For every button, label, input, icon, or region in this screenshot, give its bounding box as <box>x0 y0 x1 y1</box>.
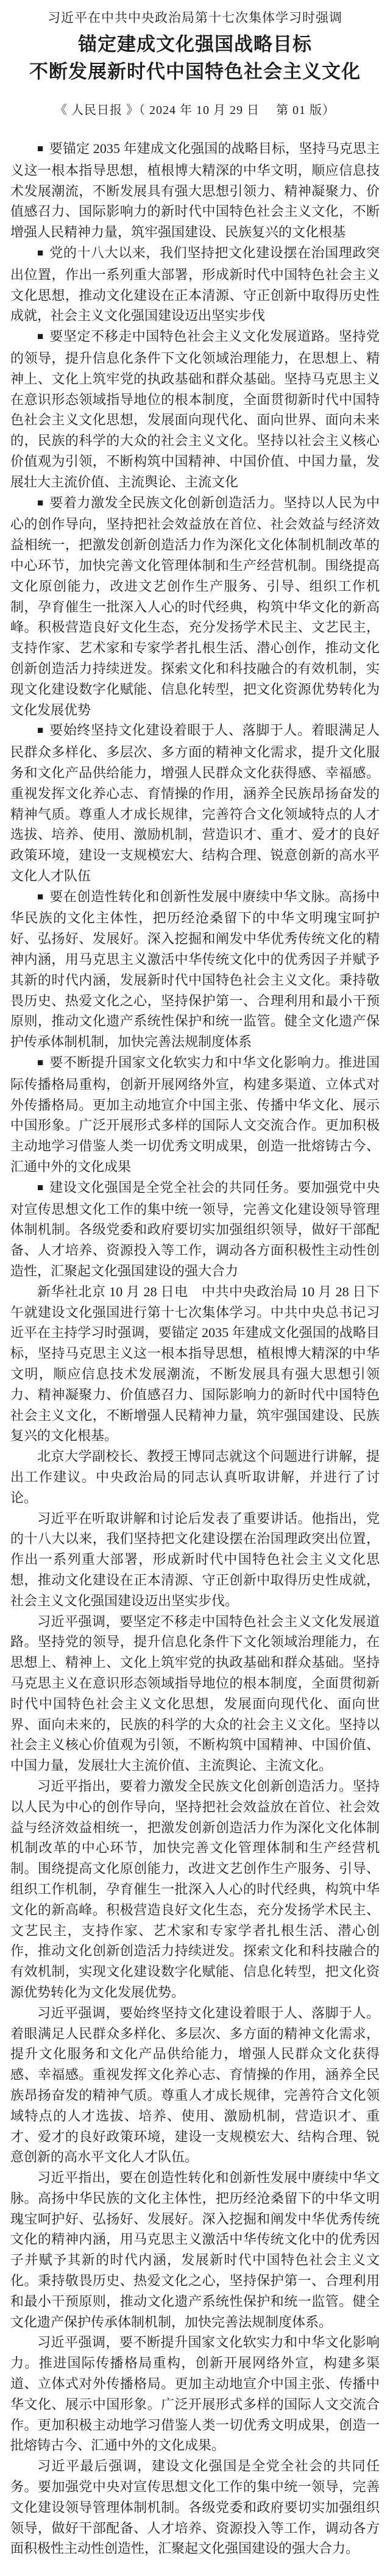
body-paragraph: 北京大学副校长、教授王博同志就这个问题进行讲解，提出工作建议。中央政治局的同志认真听取讲解，并进行了讨论。 <box>10 1449 380 1505</box>
bullet-square-icon: ■ <box>37 1181 44 1193</box>
bullet-square-icon: ■ <box>37 330 44 343</box>
summary-bullet <box>10 887 380 1052</box>
bullet-square-icon: ■ <box>37 246 44 259</box>
summary-bullet-text: 要锚定 2035 年建成文化强国的战略目标，坚持马克思主义这一根本指导思想，植根博大精深的中华文明，顺应信息技术发展潮流，不断发展具有强大思想引领力、精神凝聚力、价值感召力、国际影响力的新时代中国特色社会主义文化，不断增强人民精神力量，筑牢强国建设、民族复兴的文化根基 <box>10 141 380 240</box>
body-paragraph: 习近平强调，要坚定不移走中国特色社会主义文化发展道路。坚持党的领导，提升信息化条件下文化领域治理能力，在思想上、精神上、文化上筑牢党的执政基础和群众基础。坚持马克思主义在意识形态领域指导地位的根本制度，全面贯彻新时代中国特色社会主义文化思想，发展面向现代化、面向世界、面向未来的，民族的科学的大众的社会主义文化。坚持以社会主义核心价值观为引领，不断构筑中国精神、中国价值、中国力量，发展壮大主流价值、主流舆论、主流文化。 <box>10 1613 380 1774</box>
summary-bullet-text: 建设文化强国是全党全社会的共同任务。要加强党中央对宣传思想文化工作的集中统一领导，完善文化建设领导管理体制机制。各级党委和政府要切实加强组织领导，做好干部配备、人才培养、资源投入等工作，调动各方面积极性主动性创造性，汇聚起文化强国建设的强大合力 <box>10 1179 380 1279</box>
article-body <box>10 138 380 2559</box>
bullet-square-icon: ■ <box>37 1057 44 1069</box>
bullet-square-icon: ■ <box>37 724 44 737</box>
summary-bullet-text: 要始终坚持文化建设着眼于人、落脚于人。着眼满足人民群众多样化、多层次、多方面的精神文化需求，提升文化服务和文化产品供给能力，增强人民群众文化获得感、幸福感。重视发挥文化养心志、育情操的作用，涵养全民族昂扬奋发的精神气质。尊重人才成长规律，完善符合文化领域特点的人才选拔、培养、使用、激励机制，营造识才、重才、爱才的良好政策环境，建设一支规模宏大、结构合理、锐意创新的高水平文化人才队伍 <box>10 722 380 883</box>
body-paragraph: 习近平在听取讲解和讨论后发表了重要讲话。他指出，党的十八大以来，我们坚持把文化建设摆在治国理政突出位置，作出一系列重大部署，形成新时代中国特色社会主义文化思想，推动文化建设在正本清源、守正创新中取得历史性成就，社会主义文化强国建设迈出坚实步伐。 <box>10 1510 380 1608</box>
summary-bullet <box>10 326 380 492</box>
source-dateline: 《 人民日报 》（ 2024 年 10 月 29 日 第 01 版） <box>55 104 335 117</box>
summary-bullet <box>10 138 380 243</box>
body-paragraph: 习近平指出，要着力激发全民族文化创新创造活力。坚持以人民为中心的创作导向，坚持把社会效益放在首位、社会效益与经济效益相统一，把激发创新创造活力作为深化文化体制机制改革的中心环节，加快完善文化管理体制和生产经营机制。围绕提高文化原创能力，改进文艺创作生产服务、引导、组织工作机制，孕育催生一批深入人心的时代经典，构筑中华文化的新高峰。积极营造良好文化生态，充分发扬学术民主、文艺民主，支持作家、艺术家和专家学者扎根生活、潜心创作，推动文化创新创造活力持续迸发。探索文化和科技融合的有效机制，实现文化建设数字化赋能、信息化转型，把文化资源优势转化为文化发展优势。 <box>10 1778 380 2000</box>
summary-bullet <box>10 1052 380 1177</box>
bullet-square-icon: ■ <box>37 143 44 154</box>
article-strapline: 习近平在中共中央政治局第十七次集体学习时强调 <box>48 10 342 25</box>
bullet-square-icon: ■ <box>37 890 44 902</box>
body-paragraph: 习近平强调，要始终坚持文化建设着眼于人、落脚于人。着眼满足人民群众多样化、多层次、多方面的精神文化需求，提升文化服务和文化产品供给能力，增强人民群众文化获得感、幸福感。重视发挥文化养心志、育情操的作用，涵养全民族昂扬奋发的精神气质。尊重人才成长规律，完善符合文化领域特点的人才选拔、培养、使用、激励机制，营造识才、重才、爱才的良好政策环境，建设一支规模宏大、结构合理、锐意创新的高水平文化人才队伍。 <box>10 2005 380 2165</box>
article-title-line-1: 锚定建成文化强国战略目标 <box>78 34 312 55</box>
summary-bullet-text: 党的十八大以来，我们坚持把文化建设摆在治国理政突出位置，作出一系列重大部署，形成新时代中国特色社会主义文化思想，推动文化建设在正本清源、守正创新中取得历史性成就，社会主义文化强国建设迈出坚实步伐 <box>10 244 380 324</box>
summary-bullet <box>10 243 380 326</box>
summary-bullet-text: 要着力激发全民族文化创新创造活力。坚持以人民为中心的创作导向，坚持把社会效益放在首位、社会效益与经济效益相统一，把激发创新创造活力作为深化文化体制机制改革的中心环节，加快完善文化管理体制和生产经营机制。围绕提高文化原创能力，改进文艺创作生产服务、引导、组织工作机制，孕育催生一批深入人心的时代经典，构筑中华文化的新高峰。积极营造良好文化生态，充分发扬学术民主、文艺民主，支持作家、艺术家和专家学者扎根生活、潜心创作，推动文化创新创造活力持续迸发。探索文化和科技融合的有效机制，实现文化建设数字化赋能、信息化转型，把文化资源优势转化为文化发展优势 <box>10 494 380 718</box>
summary-bullet <box>10 493 380 721</box>
summary-bullet <box>10 720 380 886</box>
body-paragraph: 习近平最后强调，建设文化强国是全党全社会的共同任务。要加强党中央对宣传思想文化工作的集中统一领导，完善文化建设领导管理体制机制。各级党委和政府要切实加强组织领导，做好干部配备、人才培养、资源投入等工作，调动各方面积极性主动性创造性，汇聚起文化强国建设的强大合力。 <box>10 2458 380 2556</box>
bullet-square-icon: ■ <box>37 496 44 508</box>
body-paragraph: 习近平指出，要在创造性转化和创新性发展中赓续中华文脉。高扬中华民族的文化主体性，把历经沧桑留下的中华文明瑰宝呵护好、弘扬好、发展好。深入挖掘和阐发中华优秀传统文化的精神内涵，用马克思主义激活中华传统文化中的优秀因子并赋予其新的时代内涵，发展新时代中国特色社会主义文化。秉持敬畏历史、热爱文化之心，坚持保护第一、合理利用和最小干预原则，推动文化遗产系统性保护和统一监管。健全文化遗产保护传承体制机制，加快完善法规制度体系。 <box>10 2170 380 2330</box>
summary-bullet-text: 要在创造性转化和创新性发展中赓续中华文脉。高扬中华民族的文化主体性，把历经沧桑留下的中华文明瑰宝呵护好、弘扬好、发展好。深入挖掘和阐发中华优秀传统文化的精神内涵，用马克思主义激活中华传统文化中的优秀因子并赋予其新的时代内涵，发展新时代中国特色社会主义文化。秉持敬畏历史、热爱文化之心，坚持保护第一、合理利用和最小干预原则，推动文化遗产系统性保护和统一监管。健全文化遗产保护传承体制机制，加快完善法规制度体系 <box>10 888 380 1050</box>
body-paragraph-dateline: 新华社北京 10 月 28 日电 中共中央政治局 10 月 28 日下午就建设文化强国进行第十七次集体学习。中共中央总书记习近平在主持学习时强调，要锚定 2035 年建成文化强国的战略目标，坚持马克思主义这一根本指导思想，植根博大精深的中华文明，顺应信息技术发展潮流，不断发展具有强大思想引领力、精神凝聚力、价值感召力、国际影响力的新时代中国特色社会主义文化，不断增强人民精神力量，筑牢强国建设、民族复兴的文化根基。 <box>10 1283 380 1444</box>
body-paragraph: 习近平强调，要不断提升国家文化软实力和中华文化影响力。推进国际传播格局重构，创新开展网络外宣，构建多渠道、立体式对外传播格局。更加主动地宣介中国主张、传播中华文化、展示中国形象。广泛开展形式多样的国际人文交流合作。更加积极主动地学习借鉴人类一切优秀文明成果，创造一批熔铸古今、汇通中外的文化成果。 <box>10 2335 380 2453</box>
summary-bullet-text: 要不断提升国家文化软实力和中华文化影响力。推进国际传播格局重构，创新开展网络外宣，构建多渠道、立体式对外传播格局。更加主动地宣介中国主张、传播中华文化、展示中国形象。广泛开展形式多样的国际人文交流合作。更加积极主动地学习借鉴人类一切优秀文明成果，创造一批熔铸古今、汇通中外的文化成果 <box>10 1055 380 1175</box>
article-title-line-2: 不断发展新时代中国特色社会主义文化 <box>29 61 361 82</box>
summary-bullet <box>10 1177 380 1282</box>
summary-bullet-text: 要坚定不移走中国特色社会主义文化发展道路。坚持党的领导，提升信息化条件下文化领域治理能力，在思想上、精神上、文化上筑牢党的执政基础和群众基础。坚持马克思主义在意识形态领域指导地位的根本制度，全面贯彻新时代中国特色社会主义文化思想，发展面向现代化、面向世界、面向未来的，民族的科学的大众的社会主义文化。坚持以社会主义核心价值观为引领，不断构筑中国精神、中国价值、中国力量，发展壮大主流价值、主流舆论、主流文化 <box>10 329 380 490</box>
